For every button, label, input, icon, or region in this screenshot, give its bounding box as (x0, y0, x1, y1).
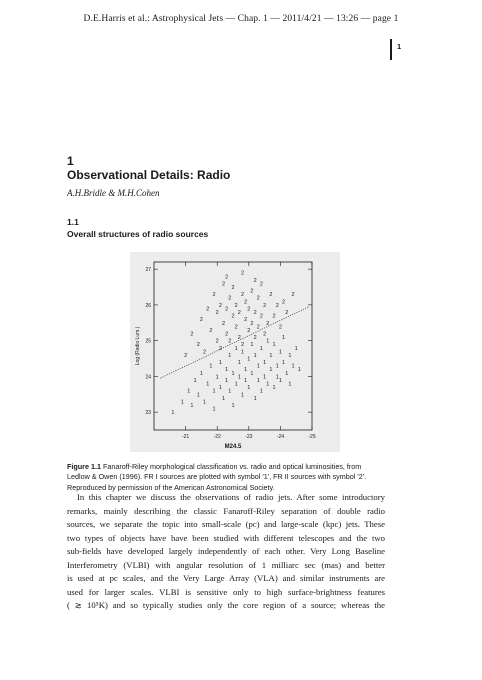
fr2-point: 2 (266, 320, 270, 327)
fr2-point: 2 (203, 349, 207, 356)
fr1-point: 1 (288, 381, 292, 388)
fr1-point: 1 (272, 342, 276, 349)
fr1-point: 1 (275, 363, 279, 370)
fr2-point: 2 (234, 324, 238, 331)
fr1-point: 1 (206, 381, 210, 388)
fr2-point: 2 (215, 338, 219, 345)
fr1-point: 1 (269, 352, 273, 359)
x-tick-label: -23 (245, 434, 253, 440)
fr2-point: 2 (285, 310, 289, 317)
x-axis-label: M24.5 (224, 444, 242, 450)
fr1-point: 1 (278, 349, 282, 356)
fr1-point: 1 (253, 352, 257, 359)
fr2-point: 2 (237, 335, 241, 342)
chapter-authors: A.H.Bridle & M.H.Cohen (67, 188, 160, 198)
fr1-point: 1 (269, 367, 273, 374)
section-title: Overall structures of radio sources (67, 229, 209, 239)
fr1-point: 1 (221, 395, 226, 402)
x-tick-label: -24 (276, 434, 285, 440)
fr2-point: 2 (282, 299, 286, 306)
y-tick-label: 24 (145, 374, 151, 381)
fr2-point: 2 (256, 324, 260, 331)
figure-label: Figure 1.1 (67, 462, 101, 471)
fr1-point: 1 (288, 352, 292, 359)
body-line: two types of objects have have been studied with different telescopes and the two (67, 532, 385, 543)
fr2-point: 2 (225, 274, 229, 281)
fr2-point: 2 (240, 270, 245, 277)
fr1-point: 1 (234, 381, 238, 388)
fr2-point: 2 (253, 310, 257, 317)
fr1-point: 1 (247, 385, 251, 392)
fr1-point: 1 (225, 377, 229, 384)
fr2-point: 2 (291, 292, 295, 299)
body-paragraph (67, 491, 385, 613)
fr1-point: 1 (240, 349, 245, 356)
fr1-point: 1 (259, 345, 263, 352)
fr1-point: 1 (199, 370, 203, 377)
fr1-point: 1 (266, 338, 270, 345)
body-line: ( ≳ 10⁵K) and so typically studies only the core region of a source; whereas the (67, 600, 385, 610)
y-tick-label: 26 (145, 302, 151, 309)
chapter-title: Observational Details: Radio (67, 168, 231, 182)
fr1-point: 1 (244, 377, 248, 384)
fr2-point: 2 (231, 285, 235, 292)
fr2-point: 2 (225, 306, 229, 313)
fr2-point: 2 (231, 313, 235, 320)
fr2-point: 2 (247, 327, 251, 334)
fr1-point: 1 (291, 363, 295, 370)
fr1-point: 1 (259, 388, 263, 395)
fr1-point: 1 (278, 377, 282, 384)
fr2-point: 2 (196, 342, 200, 349)
fr1-point: 1 (275, 374, 279, 381)
fr2-point: 2 (190, 331, 194, 338)
fr1-point: 1 (263, 360, 267, 367)
body-line: sub-fields have developed largely independently of each other. Very Long Baseline (67, 546, 385, 556)
fr1-point: 1 (212, 406, 216, 413)
fr2-point: 2 (184, 352, 188, 359)
fr1-point: 1 (285, 370, 289, 377)
fr2-point: 2 (263, 302, 267, 309)
body-line: sources, we separate the topic into small-scale (pc) and large-scale (kpc) jets. These (67, 519, 385, 529)
fr2-point: 2 (218, 302, 222, 309)
fr2-point: 2 (240, 292, 245, 299)
fr2-point: 2 (237, 310, 241, 317)
fr2-point: 2 (221, 320, 226, 327)
figure-caption-text: Fanaroff-Riley morphological classification vs. radio and optical luminosities, from Ledlow & Owen (1996). FR I sources are plotted with symbol '1', FR II sources with symbol '2'. Reproduced by permission of the American Astronomical Society. (67, 462, 367, 492)
fr2-point: 2 (228, 295, 232, 302)
page-number: 1 (397, 42, 402, 51)
x-tick-label: -21 (181, 434, 190, 440)
fr1-point: 1 (256, 377, 260, 384)
fr1-point: 1 (218, 360, 222, 367)
fr2-point: 2 (215, 310, 219, 317)
fr1-point: 1 (171, 410, 175, 417)
running-head: D.E.Harris et al.: Astrophysical Jets — Chap. 1 — 2011/4/21 — 13:26 — page 1 (83, 14, 399, 24)
y-axis-label: Log (Radio Lum.) (135, 326, 141, 366)
fr1-point: 1 (203, 399, 207, 406)
fr1-point: 1 (294, 345, 298, 352)
fr1-point: 1 (237, 374, 241, 381)
fr1-point: 1 (228, 388, 232, 395)
fr1-point: 1 (256, 363, 260, 370)
fr2-point: 2 (212, 292, 216, 299)
fr1-point: 1 (180, 399, 184, 406)
fr2-point: 2 (225, 331, 229, 338)
fr2-point: 2 (278, 324, 282, 331)
fr1-point: 1 (253, 395, 257, 402)
fr1-point: 1 (263, 374, 267, 381)
fr2-point: 2 (253, 277, 257, 284)
body-line: used for larger scales. VLBI is sensitive only to high surface-brightness features (67, 586, 385, 597)
fr1-point: 1 (282, 335, 286, 342)
fr2-point: 2 (250, 320, 254, 327)
fr2-point: 2 (269, 292, 273, 299)
fr2-point: 2 (234, 302, 238, 309)
fr1-point: 1 (250, 342, 254, 349)
fr1-point: 1 (193, 377, 197, 384)
fr2-point: 2 (206, 306, 210, 313)
fr1-point: 1 (297, 367, 301, 374)
fr1-point: 1 (282, 360, 286, 367)
fr2-point: 2 (275, 302, 279, 309)
section-number: 1.1 (67, 217, 79, 227)
dividing-line (160, 307, 309, 381)
page-number-rule (390, 39, 392, 60)
chapter-number: 1 (67, 154, 74, 168)
fr1-point: 1 (237, 360, 241, 367)
fr1-point: 1 (228, 352, 232, 359)
fr2-point: 2 (244, 317, 248, 324)
fr2-point: 2 (250, 288, 254, 295)
fr2-point: 2 (259, 313, 263, 320)
fr1-point: 1 (266, 381, 270, 388)
fr1-point: 1 (215, 374, 219, 381)
fr1-point: 1 (225, 367, 229, 374)
fr2-point: 2 (240, 342, 245, 349)
fr2-point: 2 (209, 327, 213, 334)
fr1-point: 1 (212, 388, 216, 395)
figure-caption (67, 462, 385, 493)
fr2-point: 2 (259, 281, 263, 288)
fr1-point: 1 (244, 367, 248, 374)
body-line: Interferometry (VLBI) with angular resolution of 1 milliarc sec (mas) and better (67, 559, 385, 570)
fr1-point: 1 (250, 370, 254, 377)
fr2-point: 2 (228, 338, 232, 345)
fr1-point: 1 (240, 392, 245, 399)
scatter-chart (130, 252, 340, 452)
fr1-point: 1 (272, 385, 276, 392)
fr1-point: 1 (231, 370, 235, 377)
y-tick-label: 23 (145, 410, 151, 417)
y-tick-label: 27 (145, 267, 151, 274)
fr2-point: 2 (199, 317, 203, 324)
fr1-point: 1 (196, 392, 200, 399)
fr1-point: 1 (187, 388, 191, 395)
fr1-point: 1 (218, 385, 222, 392)
fr2-point: 2 (244, 299, 248, 306)
body-line: is used at pc scales, and the Very Large Array (VLA) and similar instruments are (67, 573, 385, 583)
fr2-point: 2 (221, 281, 226, 288)
fr2-point: 2 (256, 295, 260, 302)
fr2-point: 2 (247, 306, 251, 313)
fr1-point: 1 (190, 402, 194, 409)
fr1-point: 1 (231, 402, 235, 409)
y-tick-label: 25 (145, 338, 151, 345)
x-tick-label: -22 (213, 434, 221, 440)
fr2-point: 2 (272, 313, 276, 320)
body-line: remarks, mainly describing the classic Fanaroff-Riley separation of double radio (67, 505, 385, 516)
body-line: In this chapter we discuss the observations of radio jets. After some introductory (77, 492, 385, 502)
fr2-point: 2 (263, 331, 267, 338)
fr1-point: 1 (234, 345, 238, 352)
figure-plot (130, 252, 340, 452)
fr2-point: 2 (253, 335, 257, 342)
x-tick-label: -25 (308, 434, 316, 440)
fr1-point: 1 (247, 356, 251, 363)
fr1-point: 1 (209, 363, 213, 370)
fr2-point: 2 (218, 345, 222, 352)
